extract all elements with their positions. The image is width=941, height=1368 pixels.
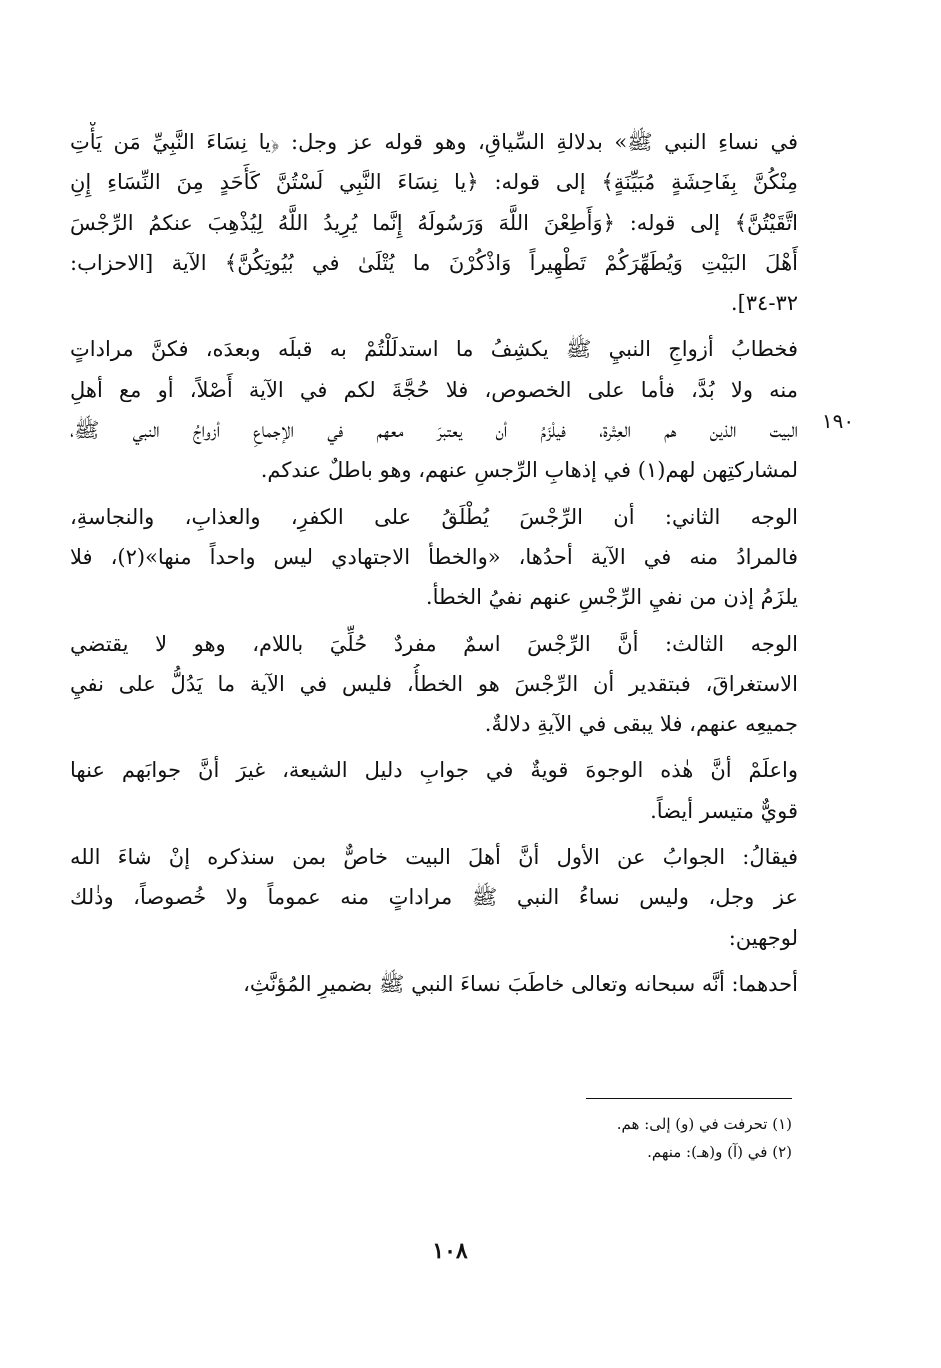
paragraph-2 — [70, 329, 798, 490]
text-line: منه ولا بُدَّ، فأما على الخصوص، فلا حُجَّةَ لكم في الآية أَصْلاً، أو مع أهلِ — [70, 377, 798, 402]
footnotes — [440, 1110, 792, 1166]
main-text — [70, 122, 798, 1004]
paragraph-1 — [70, 122, 798, 323]
text-line: الوجه الثالث: أنَّ الرِّجْسَ اسمٌ مفردٌ حُلِّيَ باللام، وهو لا يقتضي — [70, 631, 798, 656]
page-number: ١٠٨ — [432, 1238, 468, 1264]
text-line: الوجه الثاني: أن الرِّجْسَ يُطْلَقُ على الكفرِ، والعذابِ، والنجاسةِ، — [70, 504, 798, 529]
text-line: لمشاركتِهن لهم(١) في إذهابِ الرِّجسِ عنهم، وهو باطلٌ عندكم. — [260, 458, 798, 483]
text-line: ٣٢-٣٤]. — [730, 291, 798, 316]
text-line: فخطابُ أزواجِ النبيِ ﷺ يكشِفُ ما استدلَلْتُمْ به قبلَه وبعدَه، فكنَّ مراداتٍ — [70, 337, 798, 362]
text-line: قويٌّ متيسر أيضاً. — [650, 798, 798, 823]
text-line: في نساءِ النبي ﷺ» بدلالةِ السِّياقِ، وهو قوله عز وجل: ﴿يا نِسَاءَ النَّبِيِّ مَن يَأْتِ — [70, 130, 798, 154]
footnote-divider — [586, 1098, 792, 1099]
paragraph-5 — [70, 750, 798, 831]
text-line: لوجهين: — [728, 925, 798, 950]
text-line: عز وجل، وليس نساءُ النبي ﷺ مراداتٍ منه عموماً ولا خُصوصاً، وذٰلك — [70, 885, 798, 910]
text-line: فيقالُ: الجوابُ عن الأول أنَّ أهلَ البيت خاصٌّ بمن سنذكره إنْ شاءَ الله — [70, 845, 798, 870]
text-line: اتَّقَيْتُنَّ﴾ إلى قوله: ﴿وَأَطِعْنَ اللَّهَ وَرَسُولَهُ إِنَّما يُرِيدُ اللَّهُ لِيُذْهِبَ عنكمُ الرِّجْسَ — [70, 210, 798, 235]
text-line: أَهْلَ البَيْتِ وَيُطَهِّرَكُمْ تَطْهِيراً وَاذْكُرْنَ ما يُتْلَىٰ في بُيُوتِكُنَّ﴾ الآية [الاحزاب: — [70, 250, 798, 275]
text-line: يلزَمُ إذن من نفيِ الرِّجْسِ عنهم نفيُ الخطأ. — [425, 585, 798, 610]
paragraph-4 — [70, 624, 798, 745]
paragraph-7 — [70, 964, 798, 1004]
text-line: واعلَمْ أنَّ هٰذه الوجوهَ قويةٌ في جوابِ دليل الشيعة، غيرَ أنَّ جوابَهم عنها — [70, 758, 798, 783]
text-line: جميعِه عنهم، فلا يبقى في الآيةِ دلالةٌ. — [484, 712, 798, 737]
footnote-2: (٢) في (آ) و(هـ): منهم. — [647, 1143, 792, 1161]
paragraph-6 — [70, 837, 798, 958]
text-line: مِنْكُنَّ بِفَاحِشَةٍ مُبَيِّنَةٍ﴾ إلى قوله: ﴿يا نِسَاءَ النَّبِي لَسْتُنَّ كَأَحَدٍ مِنَ النِّسَاءِ إِنِ — [70, 170, 798, 195]
paragraph-3 — [70, 497, 798, 618]
text-line: فالمرادُ منه في الآية أحدُها، «والخطأ الاجتهادي ليس واحداً منها»(٢)، فلا — [70, 544, 798, 569]
text-line: أحدهما: أنَّه سبحانه وتعالى خاطَبَ نساءَ النبي ﷺ بضميرِ المُؤنَّثِ، — [243, 971, 798, 996]
footnote-1: (١) تحرفت في (و) إلى: هم. — [616, 1115, 792, 1133]
text-line: البيت الذين هم العِتْرة، فيلْزَمُ أن يعتبرَ معهم في الإجماعِ أزواجُ النبي ﷺ، — [70, 418, 798, 443]
margin-number: ١٩٠ — [821, 409, 855, 433]
text-line: الاستغراقَ، فبتقدير أن الرِّجْسَ هو الخطأُ، فليس في الآية ما يَدُلُّ على نفيِ — [70, 671, 798, 696]
